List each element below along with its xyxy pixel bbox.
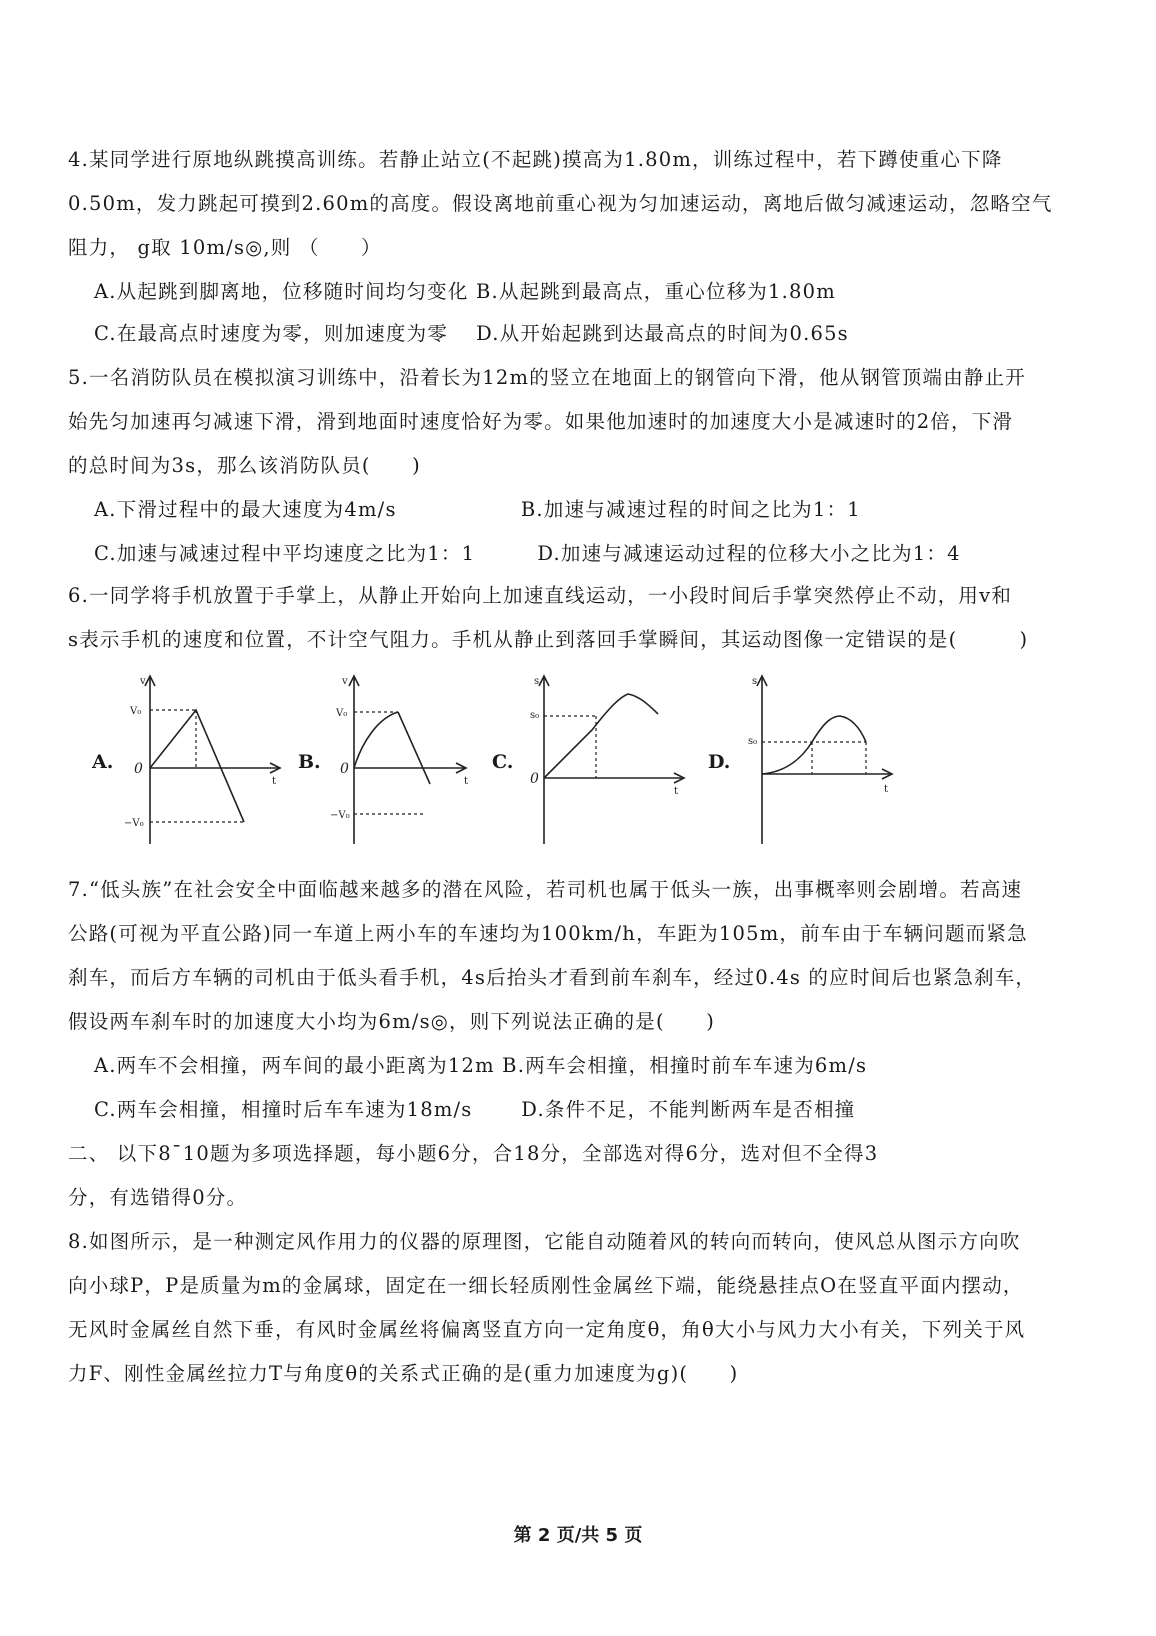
q7-options-ab: A.两车不会相撞，两车间的最小距离为12m B.两车会相撞，相撞时前车车速为6m/s bbox=[94, 1054, 868, 1077]
graph-a-letter: A. bbox=[92, 751, 114, 773]
graph-c-origin: 0 bbox=[530, 771, 539, 787]
graph-a bbox=[118, 672, 288, 848]
q6-stem-line2: s表示手机的速度和位置，不计空气阻力。手机从静止到落回手掌瞬间，其运动图像一定错误的是( ) bbox=[68, 628, 1029, 651]
graph-b-x-label: t bbox=[464, 776, 469, 787]
graph-d bbox=[740, 672, 900, 848]
graph-c-x-label: t bbox=[674, 786, 679, 797]
graph-d-letter: D. bbox=[708, 751, 731, 773]
q8-stem-line3: 无风时金属丝自然下垂，有风时金属丝将偏离竖直方向一定角度θ，角θ大小与风力大小有关，下列关于风 bbox=[68, 1318, 1026, 1341]
q8-stem-line4: 力F、刚性金属丝拉力T与角度θ的关系式正确的是(重力加速度为g)( ) bbox=[68, 1362, 739, 1385]
q7-options-cd: C.两车会相撞，相撞时后车车速为18m/s D.条件不足，不能判断两车是否相撞 bbox=[94, 1098, 856, 1121]
graph-b-origin: 0 bbox=[340, 761, 349, 777]
q4-stem-line1: 4.某同学进行原地纵跳摸高训练。若静止站立(不起跳)摸高为1.80m，训练过程中，若下蹲使重心下降 bbox=[68, 148, 1003, 171]
q7-stem-line3: 刹车，而后方车辆的司机由于低头看手机，4s后抬头才看到前车刹车，经过0.4s 的应时间后也紧急刹车， bbox=[68, 966, 1037, 989]
graph-a-curve bbox=[150, 710, 244, 822]
graph-a-x-label: t bbox=[272, 776, 277, 787]
graph-b bbox=[330, 672, 480, 848]
graph-d-curve bbox=[762, 716, 866, 774]
q4-options-cd: C.在最高点时速度为零，则加速度为零 D.从开始起跳到达最高点的时间为0.65s bbox=[94, 322, 849, 345]
graph-c-s0-label: s₀ bbox=[530, 710, 540, 721]
q4-stem-line3: 阻力， g取 10m/s◎,则 （ ） bbox=[68, 236, 382, 259]
graph-c bbox=[522, 672, 692, 848]
graph-a-y-label: v bbox=[140, 676, 146, 687]
q7-stem-line4: 假设两车刹车时的加速度大小均为6m/s◎，则下列说法正确的是( ) bbox=[68, 1010, 716, 1033]
q5-stem-line3: 的总时间为3s，那么该消防队员( ) bbox=[68, 454, 421, 477]
page-number-footer: 第 2 页/共 5 页 bbox=[513, 1525, 643, 1546]
graph-a-v0-label: V₀ bbox=[130, 706, 142, 717]
section-2-heading-line1: 二、 以下8¯10题为多项选择题，每小题6分，合18分，全部选对得6分，选对但不全得3 bbox=[68, 1142, 879, 1165]
graph-c-y-label: s bbox=[534, 676, 540, 687]
q5-stem-line2: 始先匀加速再匀减速下滑，滑到地面时速度恰好为零。如果他加速时的加速度大小是减速时的2倍，下滑 bbox=[68, 410, 1014, 433]
graph-c-letter: C. bbox=[492, 751, 514, 773]
q8-stem-line1: 8.如图所示，是一种测定风作用力的仪器的原理图，它能自动随着风的转向而转向，使风总从图示方向吹 bbox=[68, 1230, 1021, 1253]
graph-b-v0-label: V₀ bbox=[336, 708, 348, 719]
q6-stem-line1: 6.一同学将手机放置于手掌上，从静止开始向上加速直线运动，一小段时间后手掌突然停止不动，用v和 bbox=[68, 584, 1013, 607]
graph-a-neg-v0-label: −V₀ bbox=[124, 818, 144, 829]
q8-stem-line2: 向小球P，P是质量为m的金属球，固定在一细长轻质刚性金属丝下端，能绕悬挂点O在竖直平面内摆动， bbox=[68, 1274, 1024, 1297]
graph-b-curve-fall bbox=[398, 712, 430, 784]
q5-options-ab: A.下滑过程中的最大速度为4m/s B.加速与减速过程的时间之比为1：1 bbox=[94, 498, 861, 521]
q7-stem-line1: 7.“低头族”在社会安全中面临越来越多的潜在风险，若司机也属于低头一族，出事概率则会剧增。若高速 bbox=[68, 878, 1023, 901]
graph-b-y-label: v bbox=[342, 676, 348, 687]
q4-options-ab: A.从起跳到脚离地，位移随时间均匀变化 B.从起跳到最高点，重心位移为1.80m bbox=[94, 280, 836, 303]
q7-stem-line2: 公路(可视为平直公路)同一车道上两小车的车速均为100km/h，车距为105m，前车由于车辆问题而紧急 bbox=[68, 922, 1028, 945]
graph-b-curve-rise bbox=[354, 712, 398, 768]
graph-c-curve bbox=[544, 694, 658, 778]
section-2-heading-line2: 分，有选错得0分。 bbox=[68, 1186, 248, 1209]
q4-stem-line2: 0.50m，发力跳起可摸到2.60m的高度。假设离地前重心视为匀加速运动，离地后做匀减速运动，忽略空气 bbox=[68, 192, 1053, 215]
graph-d-s0-label: s₀ bbox=[748, 736, 758, 747]
graph-b-neg-v0-label: −V₀ bbox=[330, 810, 350, 821]
q5-stem-line1: 5.一名消防队员在模拟演习训练中，沿着长为12m的竖立在地面上的钢管向下滑，他从钢管顶端由静止开 bbox=[68, 366, 1027, 389]
graph-b-letter: B. bbox=[298, 751, 321, 773]
q5-options-cd: C.加速与减速过程中平均速度之比为1：1 D.加速与减速运动过程的位移大小之比为1：4 bbox=[94, 542, 961, 565]
graph-d-x-label: t bbox=[884, 784, 889, 795]
graph-d-y-label: s bbox=[752, 676, 758, 687]
graph-a-origin: 0 bbox=[134, 761, 143, 777]
